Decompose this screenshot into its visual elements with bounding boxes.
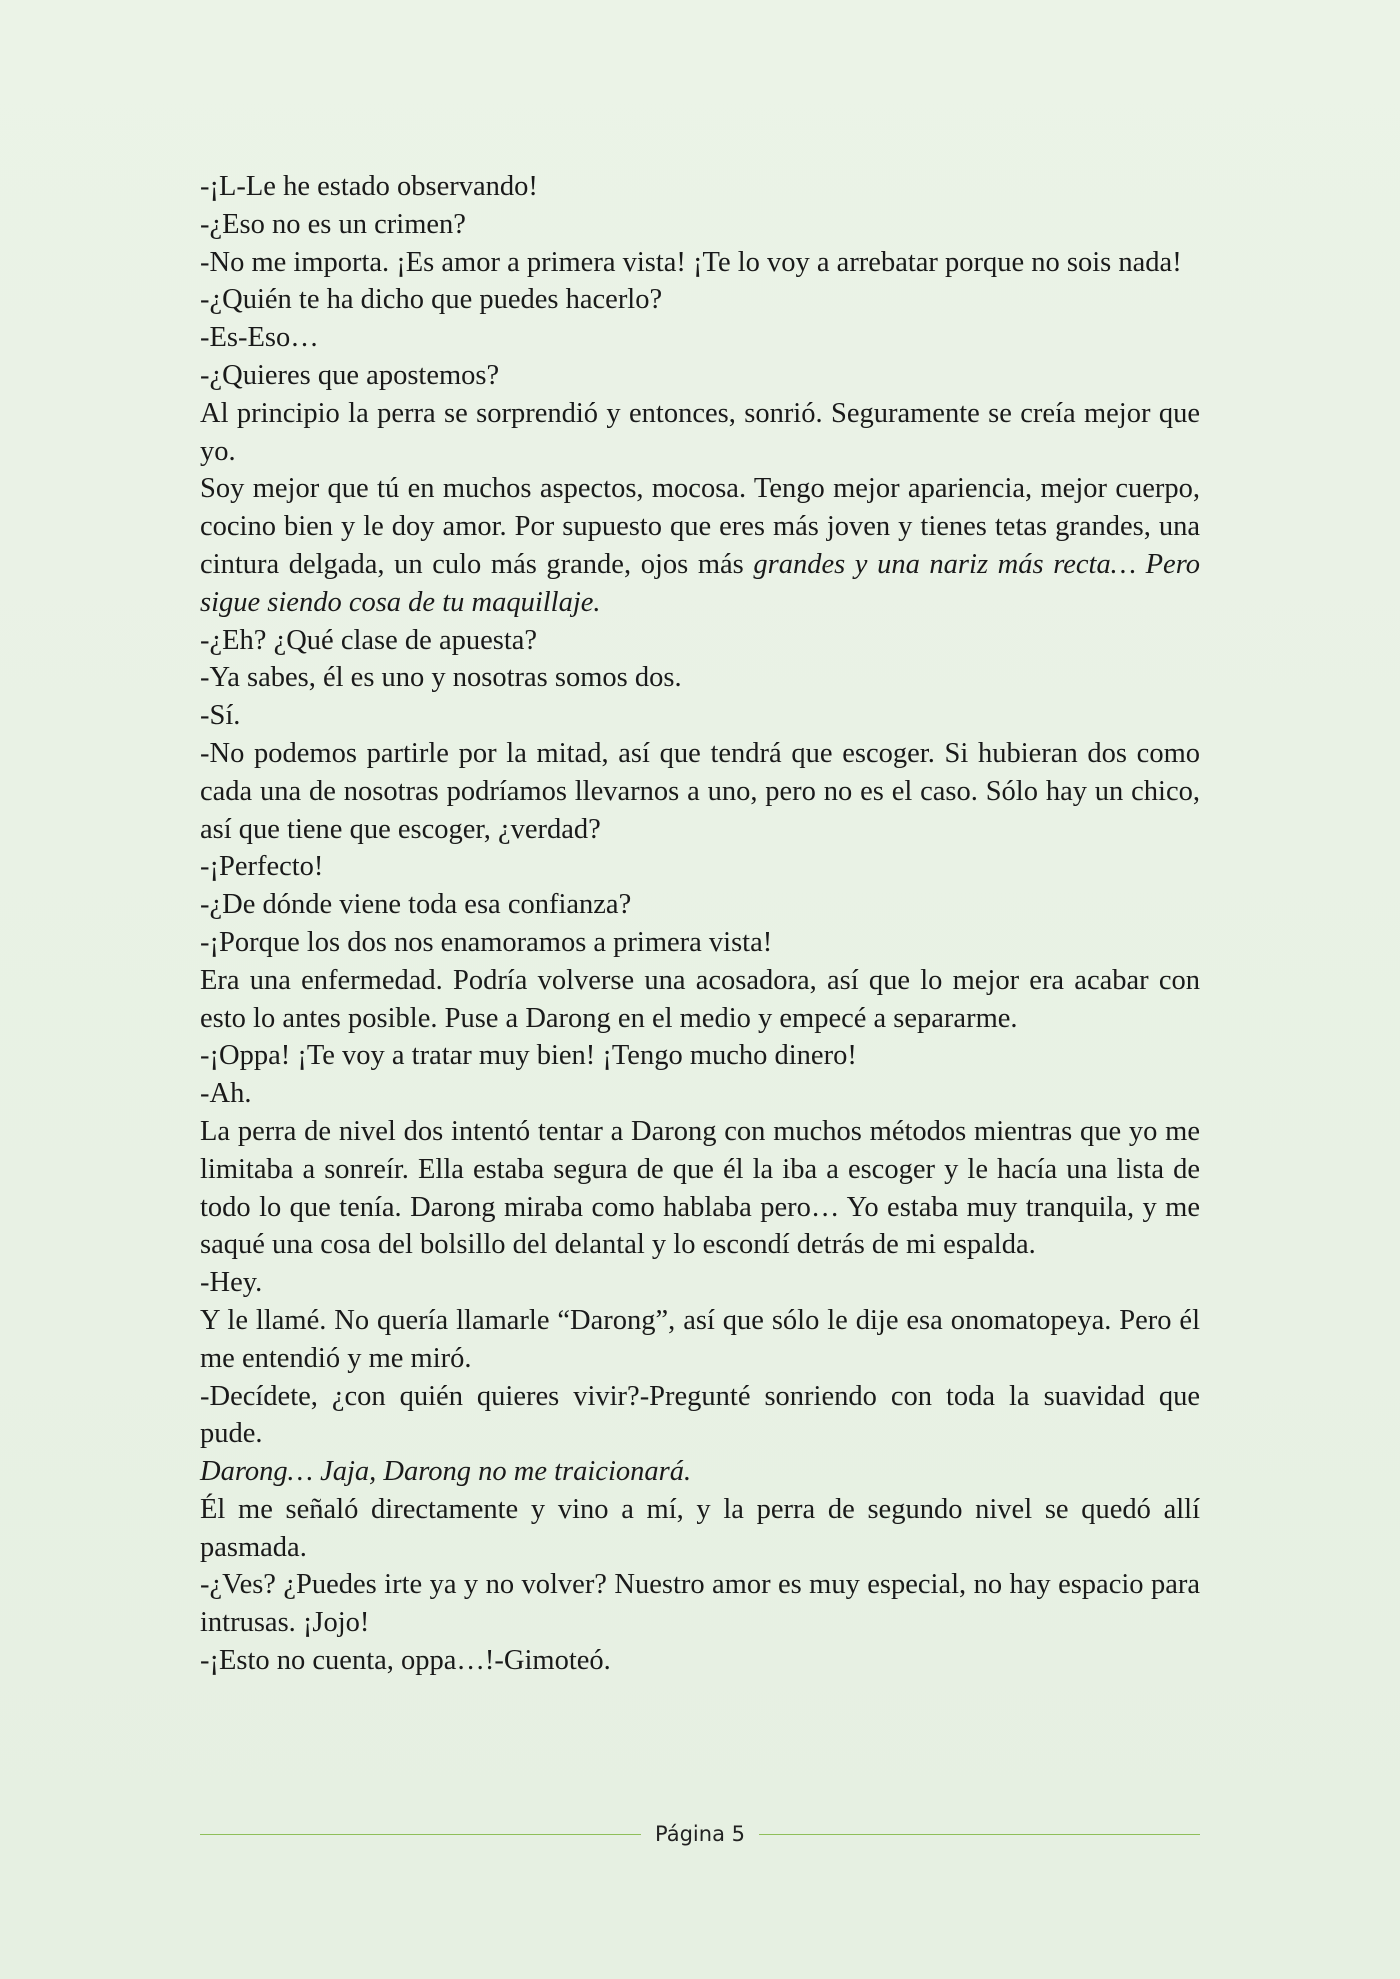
- paragraph: -¡Perfecto!: [200, 851, 324, 883]
- paragraph-thought-regular: Soy mejor que tú en muchos aspectos, mocosa. Tengo mejor apariencia, mejor cuerpo, cocino bien y le doy amor. Por supuesto que eres más joven y tienes tetas grandes, una cintura delgada, un culo más grande, ojos más: [200, 473, 1200, 580]
- paragraph: Al principio la perra se sorprendió y entonces, sonrió. Seguramente se creía mejor que yo.: [200, 397, 1200, 467]
- paragraph: -¡Porque los dos nos enamoramos a primera vista!: [200, 926, 773, 958]
- paragraph: -¿Eso no es un crimen?: [200, 208, 466, 240]
- paragraph: -¿De dónde viene toda esa confianza?: [200, 889, 632, 921]
- paragraph-thought-italic: grandes y una nariz más recta… Pero sigue siendo cosa de tu maquillaje.: [200, 548, 1200, 618]
- paragraph: Él me señaló directamente y vino a mí, y la perra de segundo nivel se quedó allí pasmada.: [200, 1493, 1200, 1563]
- paragraph: Era una enfermedad. Podría volverse una acosadora, así que lo mejor era acabar con esto lo antes posible. Puse a Darong en el medio y empecé a separarme.: [200, 964, 1200, 1034]
- paragraph: La perra de nivel dos intentó tentar a Darong con muchos métodos mientras que yo me limitaba a sonreír. Ella estaba segura de que él la iba a escoger y le hacía una lista de todo lo que tenía. Darong miraba como hablaba pero… Yo estaba muy tranquila, y me saqué una cosa del bolsillo del delantal y lo escondí detrás de mi espalda.: [200, 1115, 1200, 1261]
- paragraph: -¿Quién te ha dicho que puedes hacerlo?: [200, 284, 663, 316]
- paragraph: -¿Eh? ¿Qué clase de apuesta?: [200, 624, 538, 656]
- paragraph: -¡L-Le he estado observando!: [200, 171, 538, 202]
- paragraph: -¿Ves? ¿Puedes irte ya y no volver? Nuestro amor es muy especial, no hay espacio para intrusas. ¡Jojo!: [200, 1569, 1200, 1639]
- paragraph: -Es-Eso…: [200, 322, 319, 354]
- footer-rule-right: [759, 1834, 1200, 1835]
- page-number: Página 5: [655, 1822, 745, 1846]
- paragraph: -¡Esto no cuenta, oppa…!-Gimoteó.: [200, 1645, 611, 1677]
- paragraph-thought-text: [200, 473, 1200, 617]
- paragraph-thought: Darong… Jaja, Darong no me traicionará.: [200, 1456, 692, 1488]
- paragraph: -No podemos partirle por la mitad, así que tendrá que escoger. Si hubieran dos como cada una de nosotras podríamos llevarnos a uno, pero no es el caso. Sólo hay un chico, así que tiene que escoger, ¿verdad?: [200, 737, 1200, 845]
- paragraph: -No me importa. ¡Es amor a primera vista! ¡Te lo voy a arrebatar porque no sois nada!: [200, 246, 1182, 278]
- paragraph: -Decídete, ¿con quién quieres vivir?-Pregunté sonriendo con toda la suavidad que pude.: [200, 1380, 1200, 1450]
- page-body: [200, 168, 1200, 1680]
- paragraph: -Ya sabes, él es uno y nosotras somos dos.: [200, 662, 682, 694]
- paragraph: Y le llamé. No quería llamarle “Darong”, así que sólo le dije esa onomatopeya. Pero él me entendió y me miró.: [200, 1304, 1200, 1374]
- page-footer: [200, 1818, 1200, 1850]
- paragraph: -¿Quieres que apostemos?: [200, 359, 500, 391]
- paragraph: -Sí.: [200, 700, 241, 732]
- paragraph: -Ah.: [200, 1078, 252, 1110]
- paragraph-thought: [200, 470, 1200, 621]
- footer-rule-left: [200, 1834, 641, 1835]
- paragraph: -¡Oppa! ¡Te voy a tratar muy bien! ¡Tengo mucho dinero!: [200, 1040, 857, 1072]
- paragraph: -Hey.: [200, 1267, 263, 1299]
